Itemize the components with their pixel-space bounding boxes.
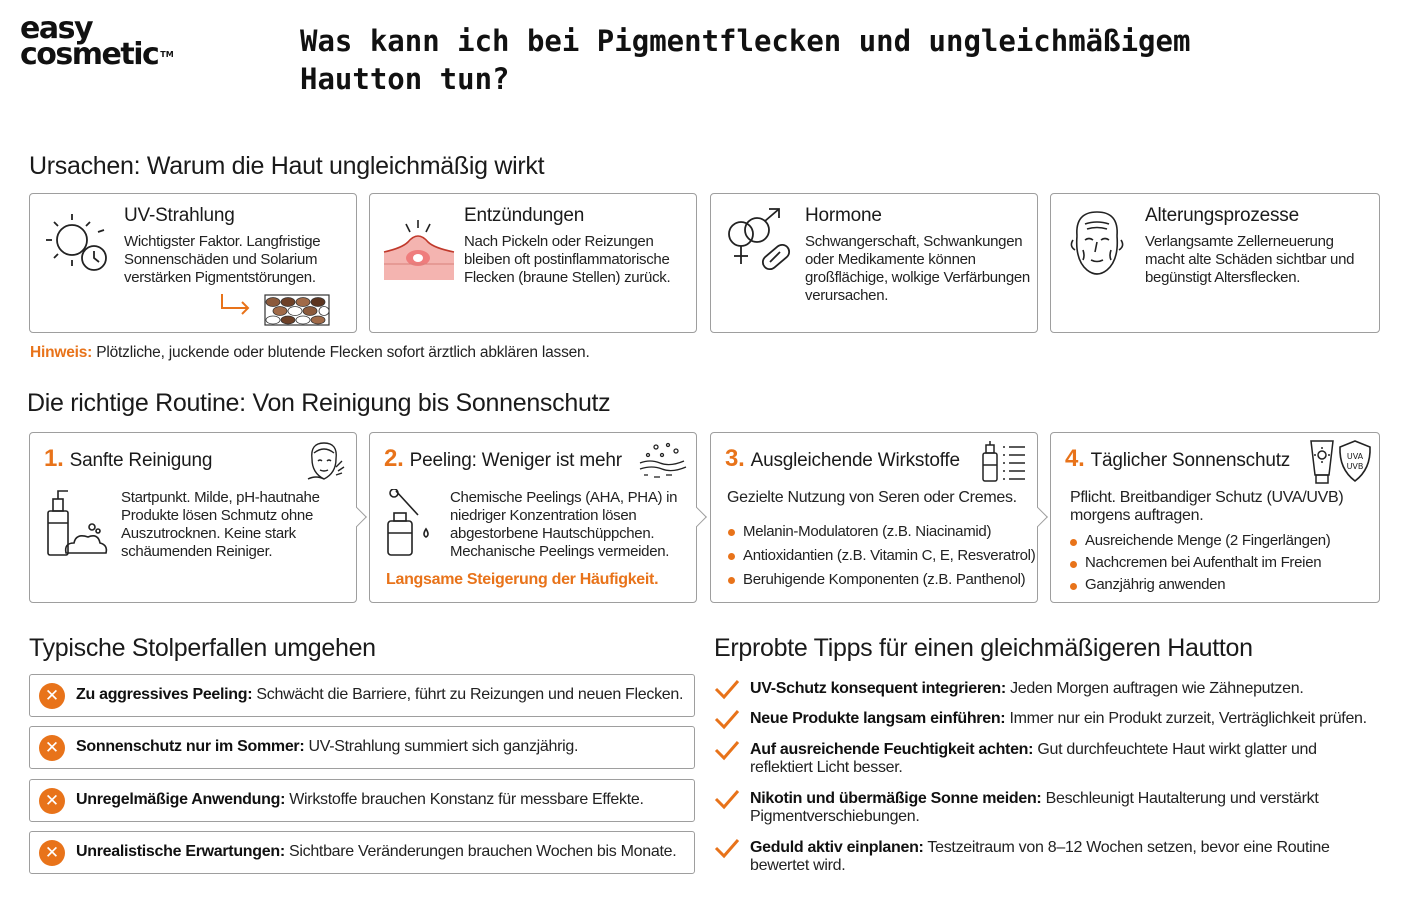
dropper-bottle-icon xyxy=(384,489,436,559)
routine-step-cleansing xyxy=(29,432,357,603)
logo-word-cosmetic xyxy=(20,37,190,72)
cause-card-aging xyxy=(1050,193,1380,333)
tip-bold: Nikotin und übermäßige Sonne meiden: xyxy=(750,790,1042,807)
tip-desc: Jeden Morgen auftragen wie Zähneputzen. xyxy=(1005,680,1304,697)
tips-heading: Erprobte Tipps für einen gleichmäßigeren Hautton xyxy=(714,634,1253,662)
tip-item xyxy=(714,710,1384,728)
step-title-text: Peeling: Weniger ist mehr xyxy=(409,450,622,471)
logo-trademark: TM xyxy=(160,50,174,59)
tip-item xyxy=(714,790,1384,826)
actives-list xyxy=(727,520,1035,592)
list-item: Nachcremen bei Aufenthalt im Freien xyxy=(1069,552,1331,574)
gender-pill-icon xyxy=(723,206,799,276)
tip-text xyxy=(750,680,1384,698)
x-icon: ✕ xyxy=(39,683,65,709)
cause-card-hormones xyxy=(710,193,1038,333)
causes-heading: Ursachen: Warum die Haut ungleichmäßig wirkt xyxy=(29,152,545,180)
cause-text: Schwangerschaft, Schwankungen oder Medikamente können großflächige, wolkige Verfärbungen verursachen. xyxy=(805,233,1030,304)
step-number: 4. xyxy=(1065,445,1085,472)
tip-item xyxy=(714,839,1384,875)
list-item: Ganzjährig anwenden xyxy=(1069,574,1331,596)
face-cleansing-icon xyxy=(302,439,346,485)
pitfall-desc: Wirkstoffe brauchen Konstanz für messbare Effekte. xyxy=(285,791,644,808)
cause-title: UV-Strahlung xyxy=(124,205,235,226)
pitfall-text xyxy=(76,738,578,756)
pitfall-bold: Sonnenschutz nur im Sommer: xyxy=(76,738,305,755)
step-text: Gezielte Nutzung von Seren oder Cremes. xyxy=(727,489,1017,506)
serum-list-icon xyxy=(981,439,1029,483)
pitfall-item xyxy=(29,779,695,822)
cause-text: Nach Pickeln oder Reizungen bleiben oft postinflammatorische Flecken (braune Stellen) zurück. xyxy=(464,233,671,286)
step-number: 1. xyxy=(44,445,64,472)
tip-desc: Immer nur ein Produkt zurzeit, Verträglichkeit prüfen. xyxy=(1005,710,1367,727)
pitfalls-heading: Typische Stolperfallen umgehen xyxy=(29,634,376,662)
x-icon: ✕ xyxy=(39,840,65,866)
inflamed-skin-icon xyxy=(382,218,456,282)
note-label: Hinweis: xyxy=(30,344,93,361)
step-text: Startpunkt. Milde, pH-hautnahe Produkte lösen Schmutz ohne Auszutrocknen. Keine stark schäumenden Reiniger. xyxy=(121,489,320,560)
step-title xyxy=(725,445,960,473)
checkmark-icon xyxy=(714,708,740,730)
tip-bold: Neue Produkte langsam einführen: xyxy=(750,710,1006,727)
list-item: Antioxidantien (z.B. Vitamin C, E, Resveratrol) xyxy=(727,544,1035,568)
logo-word-easy: easy xyxy=(20,11,93,46)
page-title: Was kann ich bei Pigmentflecken und ungleichmäßigem Hautton tun? xyxy=(300,24,1191,96)
cause-card-inflammation xyxy=(369,193,697,333)
arrow-right-icon xyxy=(218,292,258,316)
aging-face-icon xyxy=(1065,206,1129,282)
cause-title: Entzündungen xyxy=(464,205,585,226)
tip-text xyxy=(750,790,1340,826)
pigment-cells-icon xyxy=(264,294,330,326)
pitfall-text xyxy=(76,791,644,809)
pitfall-text xyxy=(76,686,683,704)
badge-uva-label: UVA xyxy=(1346,452,1364,461)
pitfall-desc: UV-Strahlung summiert sich ganzjährig. xyxy=(304,738,579,755)
tip-text xyxy=(750,710,1384,728)
step-highlight: Langsame Steigerung der Häufigkeit. xyxy=(386,571,659,588)
x-icon: ✕ xyxy=(39,735,65,761)
routine-heading: Die richtige Routine: Von Reinigung bis Sonnenschutz xyxy=(27,389,611,417)
pitfall-text xyxy=(76,843,676,861)
note-text: Plötzliche, juckende oder blutende Flecken sofort ärztlich abklären lassen. xyxy=(92,344,590,361)
pitfall-bold: Unrealistische Erwartungen: xyxy=(76,843,285,860)
pitfall-item xyxy=(29,674,695,717)
tip-text xyxy=(750,839,1340,875)
tip-desc: Gut durchfeuchtete Haut wirkt glatter und reflektiert Licht besser. xyxy=(750,741,1317,776)
pitfall-item xyxy=(29,726,695,769)
x-icon: ✕ xyxy=(39,788,65,814)
cleanser-bottle-icon xyxy=(44,487,110,559)
uv-shield-icon xyxy=(1337,439,1373,483)
sun-clock-icon xyxy=(42,208,114,280)
tip-desc: Testzeitraum von 8–12 Wochen setzen, bevor eine Routine bewertet wird. xyxy=(750,839,1330,874)
step-title-text: Ausgleichende Wirkstoffe xyxy=(750,450,960,471)
logo-cosmetic-text: cosmetic xyxy=(20,37,159,72)
routine-step-actives xyxy=(710,432,1038,603)
tip-item xyxy=(714,741,1384,777)
tip-desc: Beschleunigt Hautalterung und verstärkt Pigmentverschiebungen. xyxy=(750,790,1319,825)
checkmark-icon xyxy=(714,739,740,761)
cause-card-uv xyxy=(29,193,357,333)
step-text: Pflicht. Breitbandiger Schutz (UVA/UVB) morgens auftragen. xyxy=(1070,489,1344,524)
checkmark-icon xyxy=(714,678,740,700)
list-item: Ausreichende Menge (2 Fingerlängen) xyxy=(1069,530,1331,552)
exfoliation-particles-icon xyxy=(638,441,688,481)
tip-text xyxy=(750,741,1340,777)
tip-bold: Geduld aktiv einplanen: xyxy=(750,839,924,856)
brand-logo xyxy=(20,11,190,72)
step-number: 3. xyxy=(725,445,745,472)
tip-bold: Auf ausreichende Feuchtigkeit achten: xyxy=(750,741,1034,758)
tip-bold: UV-Schutz konsequent integrieren: xyxy=(750,680,1006,697)
pitfall-bold: Zu aggressives Peeling: xyxy=(76,686,253,703)
sunscreen-tube-icon xyxy=(1307,437,1337,485)
cause-title: Alterungsprozesse xyxy=(1145,205,1299,226)
list-item: Beruhigende Komponenten (z.B. Panthenol) xyxy=(727,568,1035,592)
medical-note xyxy=(30,344,590,362)
checkmark-icon xyxy=(714,788,740,810)
sunscreen-list xyxy=(1069,530,1331,596)
pitfall-desc: Schwächt die Barriere, führt zu Reizungen und neuen Flecken. xyxy=(252,686,684,703)
routine-step-sunscreen xyxy=(1050,432,1380,603)
pitfall-desc: Sichtbare Veränderungen brauchen Wochen bis Monate. xyxy=(284,843,677,860)
step-title-text: Sanfte Reinigung xyxy=(69,450,213,471)
cause-title: Hormone xyxy=(805,205,882,226)
pitfall-bold: Unregelmäßige Anwendung: xyxy=(76,791,286,808)
tip-item xyxy=(714,680,1384,698)
step-title-text: Täglicher Sonnenschutz xyxy=(1090,450,1291,471)
step-title xyxy=(44,445,212,473)
checkmark-icon xyxy=(714,837,740,859)
step-text: Chemische Peelings (AHA, PHA) in niedriger Konzentration lösen abgestorbene Hautschüppchen. Mechanische Peelings vermeiden. xyxy=(450,489,678,560)
cause-text: Verlangsamte Zellerneuerung macht alte Schäden sichtbar und begünstigt Altersflecken. xyxy=(1145,233,1355,286)
pitfall-item xyxy=(29,831,695,874)
step-title xyxy=(384,445,622,473)
list-item: Melanin-Modulatoren (z.B. Niacinamid) xyxy=(727,520,1035,544)
step-number: 2. xyxy=(384,445,404,472)
cause-text: Wichtigster Faktor. Langfristige Sonnenschäden und Solarium verstärken Pigmentstörungen. xyxy=(124,233,321,286)
badge-uvb-label: UVB xyxy=(1346,462,1364,471)
step-title xyxy=(1065,445,1290,473)
routine-step-peeling xyxy=(369,432,697,603)
